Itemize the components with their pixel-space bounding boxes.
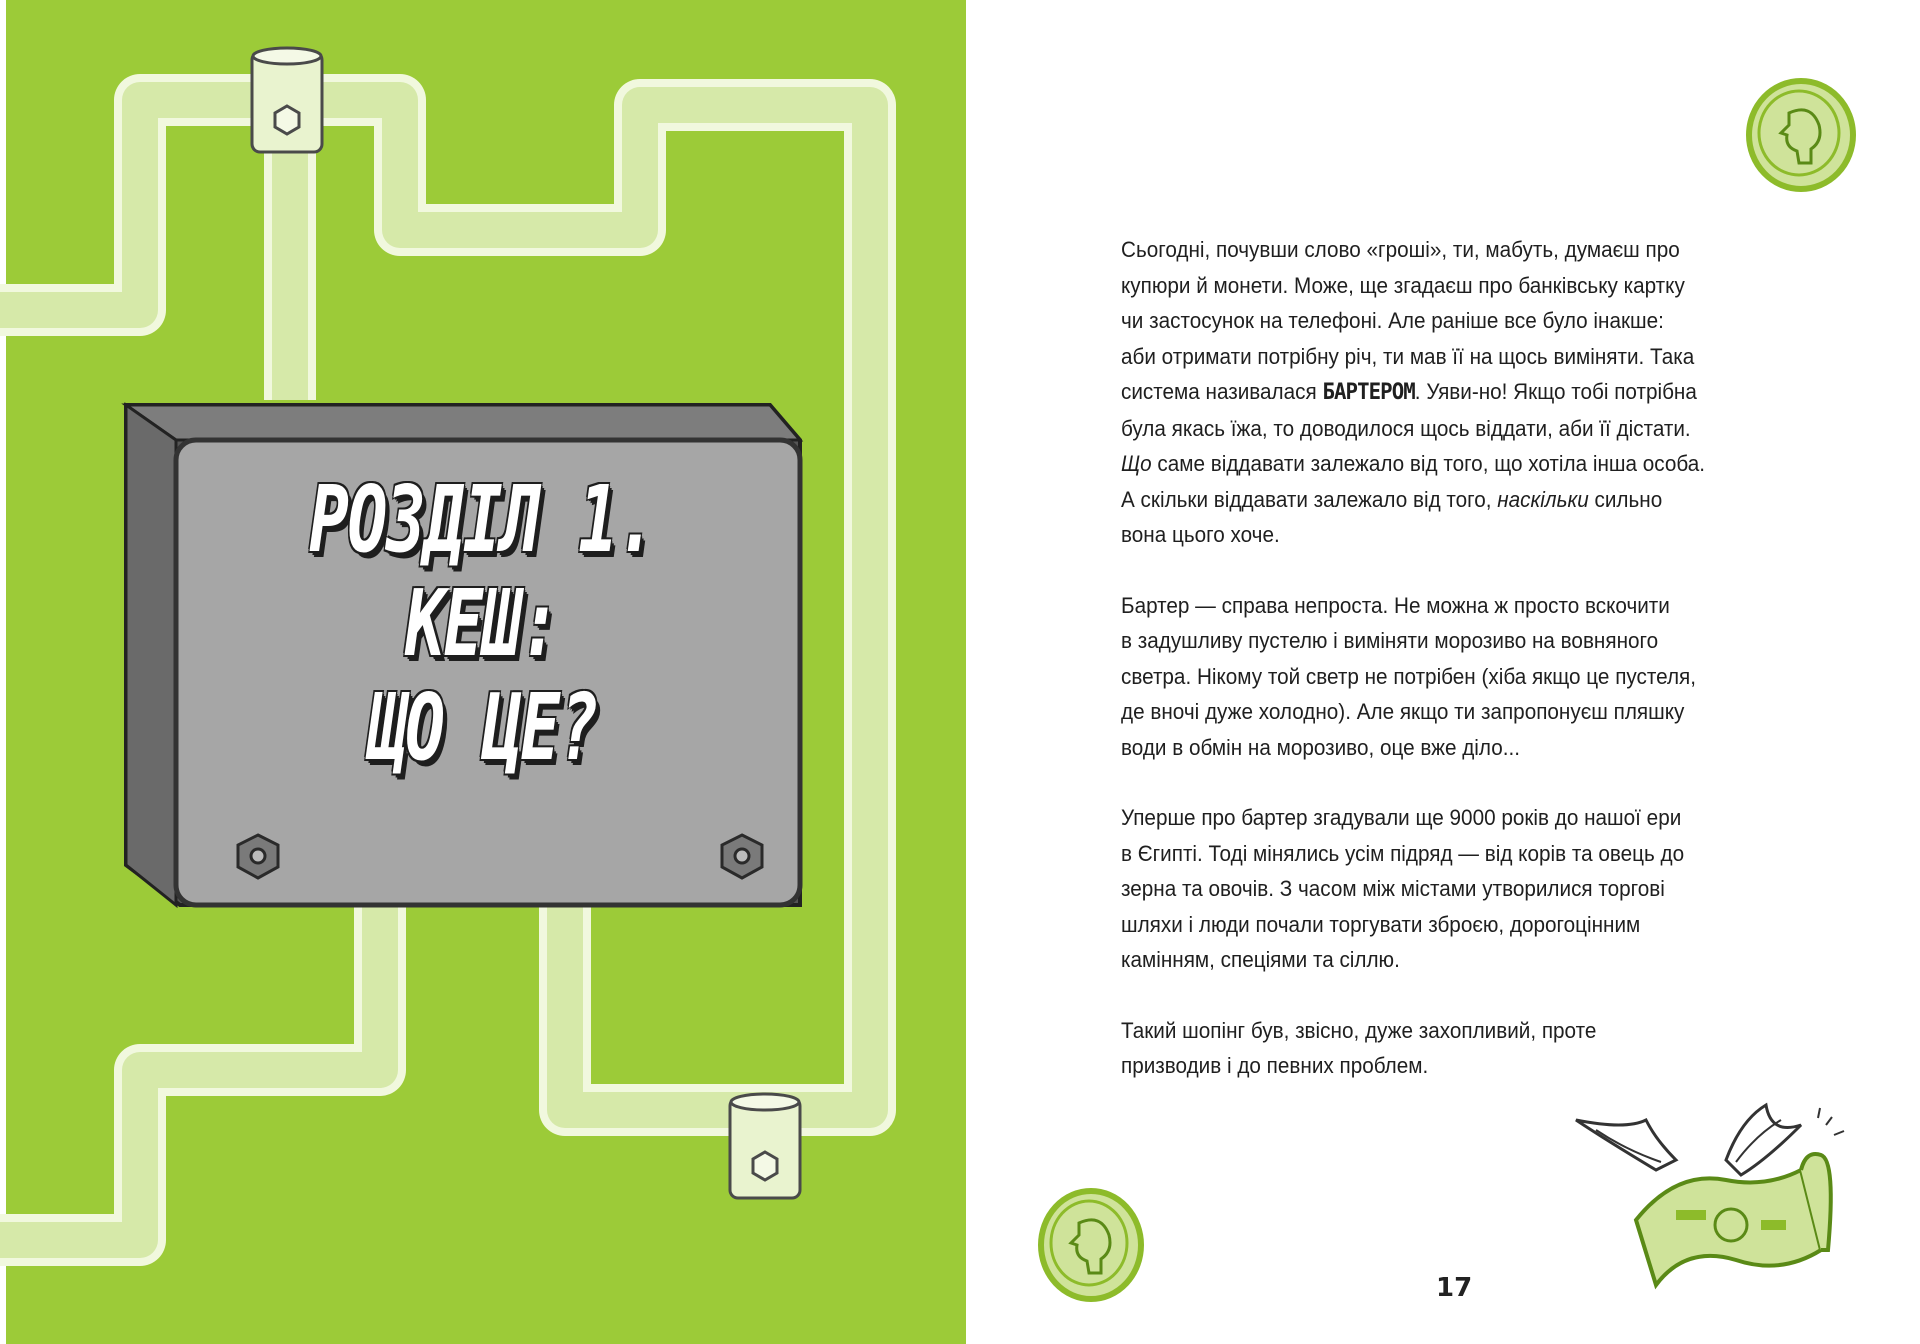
italic-text: наскільки: [1497, 486, 1589, 512]
chapter-title-line: КЕШ:: [405, 570, 559, 677]
text-run: сильно вона цього хоче.: [1121, 486, 1663, 547]
keyword-barter: БАРТЕРОМ: [1322, 379, 1415, 405]
pipe-collar-bottom: [730, 1094, 800, 1198]
chapter-title: [266, 468, 698, 780]
chapter-title-line: РОЗДІЛ 1.: [309, 466, 655, 573]
flying-money-icon: [1566, 1100, 1846, 1300]
pipe-collar-top: [252, 48, 322, 152]
paragraph: Уперше про бартер згадували ще 9000 років до нашої ери в Єгипті. Тоді мінялись усім підряд — від корів та овець до зерна та овочів. З часом між містами утворилися торгові шляхи і люди почали торгувати зброєю, дорогоцінним камінням, спеціями та сіллю.: [1121, 805, 1685, 972]
right-page: [966, 0, 1920, 1344]
paragraph: Бартер — справа непроста. Не можна ж просто вскочити в задушливу пустелю і виміняти морозиво на вовняного светра. Нікому той светр не потрібен (хіба якщо це пустеля, де вночі дуже холодно). Але якщо ти запропонуєш пляшку води в обмін на морозиво, оце вже діло...: [1121, 592, 1696, 760]
text-run: Сьогодні, почувши слово «гроші», ти, мабуть, думаєш про купюри й монети. Може, ще згадаєш про банківську картку чи застосунок на телефоні. Але раніше все було інакше: аби отримати потрібну річ, ти мав її на щось виміняти. Така система називалася: [1121, 237, 1695, 404]
body-text: [1121, 232, 1747, 1119]
bolt-icon: [722, 835, 762, 878]
paragraph: Такий шопінг був, звісно, дуже захопливий, проте призводив і до певних проблем.: [1121, 1017, 1597, 1078]
coin-icon: [1741, 75, 1861, 195]
text-run: . Уяви-но! Якщо тобі потрібна була якась їжа, то доводилося щось віддати, аби її дістати.: [1121, 379, 1697, 441]
coin-icon: [1031, 1185, 1151, 1305]
bolt-icon: [238, 835, 278, 878]
chapter-title-line: ЩО ЦЕ?: [366, 674, 598, 781]
paragraph: [1121, 232, 1747, 553]
text-run: саме віддавати залежало від того, що хотіла інша особа. А скільки віддавати залежало від того,: [1121, 451, 1706, 512]
italic-text: Що: [1121, 451, 1152, 476]
page-number: 17: [1436, 1273, 1473, 1303]
